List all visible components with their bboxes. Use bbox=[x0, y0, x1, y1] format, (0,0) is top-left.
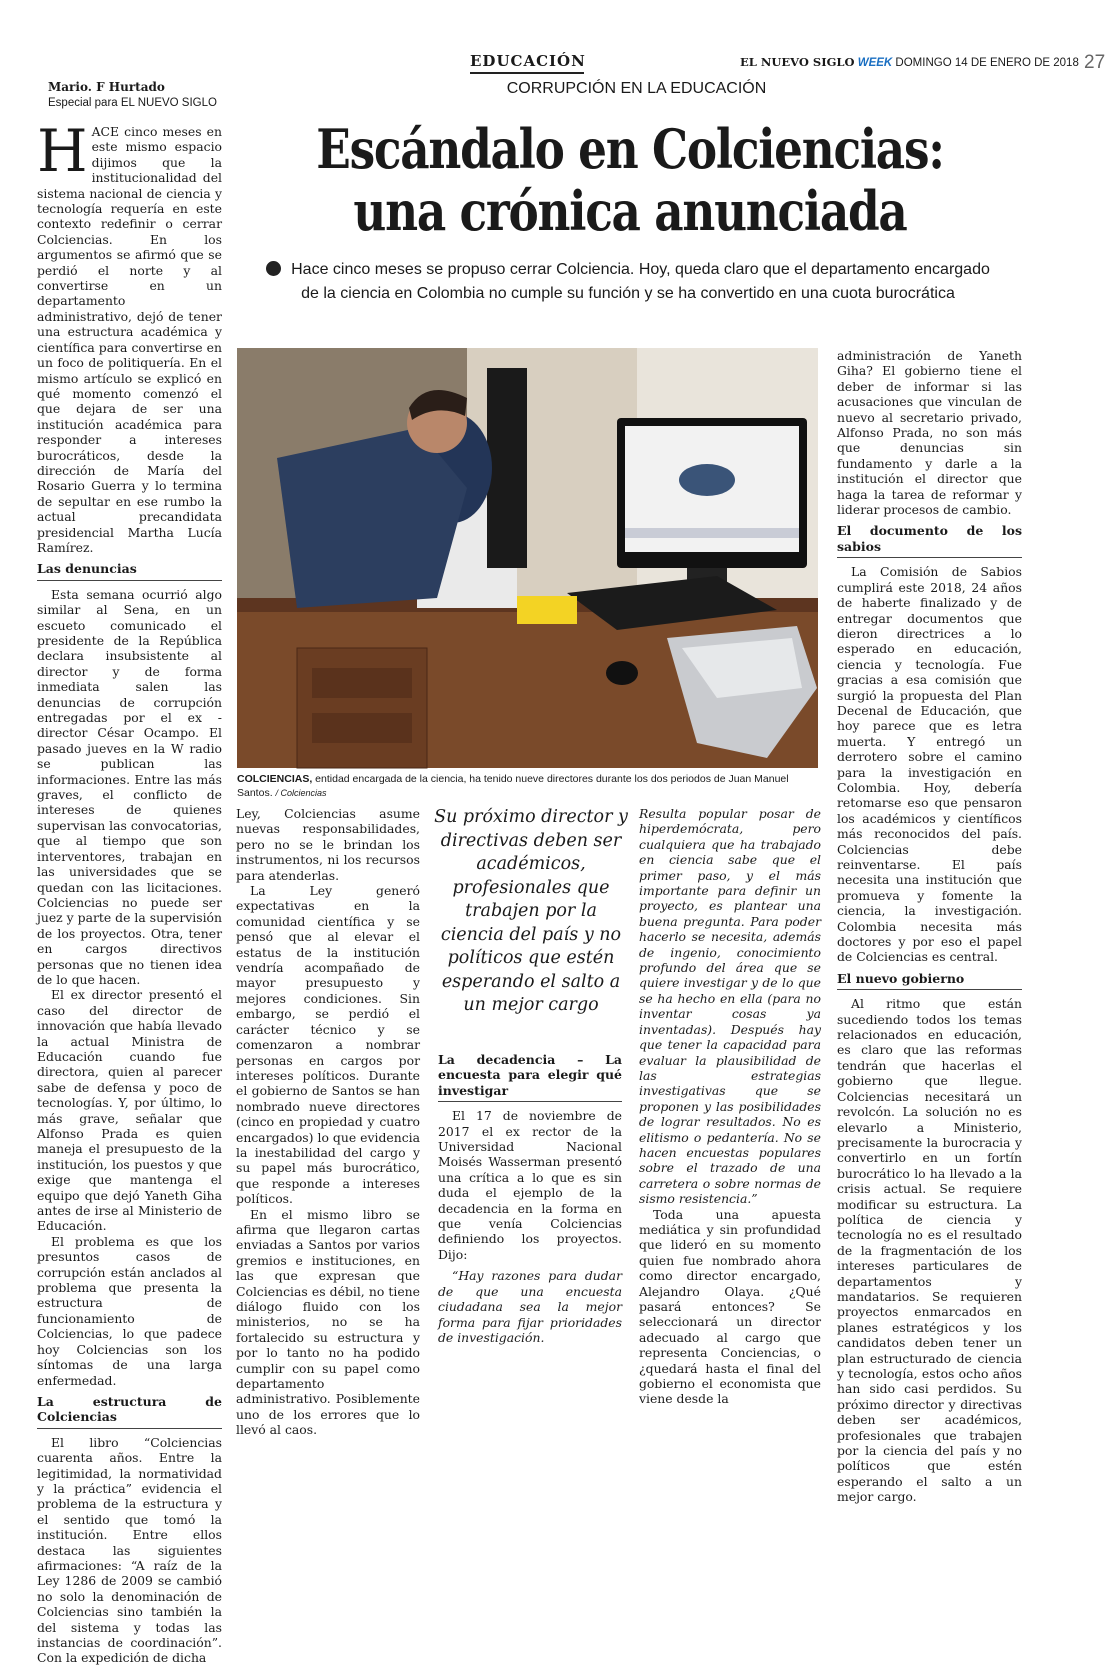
photo-illustration bbox=[237, 348, 818, 768]
caption-text: entidad encargada de la ciencia, ha tenido nueve directores durante los dos periodos de Juan Manuel Santos. bbox=[237, 773, 789, 799]
kicker: CORRUPCIÓN EN LA EDUCACIÓN bbox=[506, 80, 767, 97]
col5-paragraph-3: Al ritmo que están sucediendo todos los temas relacionados en educación, es claro que las reformas tendrán que hacerlas el gobierno que llegue. Colciencias necesitará un revolcón. La solución no es elevarlo a Ministerio, precisamente la burocracia y convertirlo en un fortín burocrático lo ha llevado a la crisis actual. Se requiere modificar su estructura. La política de ciencia y tecnología no es el resultado de la fragmentación de los intereses particulares de departamentos y mandatarios. Se requieren proyectos enmarcados en planes estratégicos y los candidatos deben tener un plan estructurado de ciencia y tecnología, estos ocho años han sido casi perdidos. Su próximo director y directivas deben ser académicos, profesionales que trabajen por la ciencia del país y no políticos que estén esperando el salto a un mejor cargo. bbox=[837, 996, 1022, 1505]
issue-date: DOMINGO 14 DE ENERO DE 2018 bbox=[895, 57, 1079, 69]
col2-paragraph-3: En el mismo libro se afirma que llegaron cartas enviadas a Santos por varios gremios e instituciones, en las que expresan que Colciencias es débil, no tiene diálogo fluido con los ministerios, no se ha fortalecido su estructura y por lo tanto no ha podido cumplir con su papel como departamento administrativo. Posiblemente uno de los errores que lo llevó al caos. bbox=[236, 1206, 420, 1438]
bullet-icon bbox=[266, 261, 281, 276]
headline bbox=[294, 118, 966, 242]
column-3 bbox=[438, 1046, 622, 1345]
col1-paragraph-3: El ex director presentó el caso del director de innovación que había llevado la actual Ministra de Educación cuando fue directora, quien al parecer sabe de defensa y poco de tecnologías. Y, por último, lo más grave, señalar que Alfonso Prada es quien maneja el presupuesto de la institución, los puestos y que exige que mantenga el equipo que dejó Yaneth Giha antes de irse al Ministerio de Educación. bbox=[37, 987, 222, 1234]
page-number: 27 bbox=[1084, 52, 1105, 73]
col1-paragraph-2: Esta semana ocurrió algo similar al Sena, en un escueto comunicado el presidente de la República declara insubsistente al director y de forma inmediata salen las denuncias de corrupción entregadas por el ex -director César Ocampo. El pasado jueves en la W radio se publican las informaciones. Entre las más graves, el conflicto de intereses de quienes supervisan las convocatorias, que al tiempo que son interventores, trabajan en las universidades que se quedan con las licitaciones. Colciencias no puede ser juez y parte de la supervisión de los proyectos. Otra, tener en cargos directivos personas que no tienen idea de lo que hacen. bbox=[37, 586, 222, 987]
deck bbox=[258, 258, 998, 306]
subhead-sabios: El documento de los sabios bbox=[837, 523, 1022, 558]
author-name: Mario. F Hurtado bbox=[48, 80, 165, 94]
headline-line-2: una crónica anunciada bbox=[353, 179, 907, 243]
subhead-estructura: La estructura de Colciencias bbox=[37, 1394, 222, 1429]
col1-paragraph-1 bbox=[37, 117, 222, 555]
photo-caption bbox=[237, 772, 818, 800]
headline-line-1: Escándalo en Colciencias: bbox=[316, 117, 944, 181]
article-photo bbox=[237, 348, 818, 768]
masthead bbox=[740, 52, 1105, 74]
section-label: EDUCACIÓN bbox=[470, 52, 586, 70]
col5-paragraph-2: La Comisión de Sabios cumplirá este 2018, 24 años de haberte finalizado y de entregar documentos que dieron directrices a lo esperado en educación, ciencia y tecnología. Fue gracias a esa comisión que surgió la propuesta del Plan Decenal de Educación, que hoy parece que es letra muerta. Y entregó un derrotero sobre el camino para la investigación en Colombia. Hoy, debería retomarse eso que pensaron los académicos y científicos más reconocidos del país. Colciencias debe reinventarse. El país necesita una institución que promueva y fomente la ciencia, la investigación. Colombia necesita más doctores y por eso el papel de Colciencias es central. bbox=[837, 564, 1022, 965]
column-5 bbox=[837, 348, 1022, 1505]
section-rule bbox=[470, 72, 584, 74]
col1-paragraph-4: El problema es que los presuntos casos de corrupción están anclados al problema que presenta la estructura de funcionamiento de Colciencias, lo que padece hoy Colciencias son los síntomas de una larga enfermedad. bbox=[37, 1233, 222, 1388]
brand-name: EL NUEVO SIGLO bbox=[740, 55, 855, 69]
pull-quote: Su próximo director y directivas deben ser académicos, profesionales que trabajen por la ciencia del país y no políticos que estén esperando el salto a un mejor cargo bbox=[434, 807, 628, 1015]
col2-paragraph-1: Ley, Colciencias asume nuevas responsabilidades, pero no se le brindan los instrumentos, ni los recursos para atenderlas. bbox=[236, 806, 420, 883]
author-role: Especial para EL NUEVO SIGLO bbox=[48, 97, 217, 109]
col1-paragraph-5: El libro “Colciencias cuarenta años. Entre la legitimidad, la normatividad y la práctica” evidencia el problema de la estructura y el sentido que tomó la institución. Entre ellos destaca las siguientes afirmaciones: “A raíz de la Ley 1286 de 2009 se cambió no solo la denominación de Colciencias sino también la del sistema y todas las instancias de coordinación”. Con la expedición de dicha bbox=[37, 1434, 222, 1666]
column-2 bbox=[236, 806, 420, 1438]
deck-text: Hace cinco meses se propuso cerrar Colciencia. Hoy, queda claro que el departamento encargado de la ciencia en Colombia no cumple su función y se ha convertido en una cuota burocrática bbox=[291, 261, 990, 302]
subhead-denuncias: Las denuncias bbox=[37, 561, 222, 580]
col4-paragraph-2: Toda una apuesta mediática y sin profundidad que lideró en su momento quien fue nombrado ahora como director encargado, Alejandro Olaya. ¿Qué pasará entonces? Se seleccionará un director adecuado al cargo que representa Conciencias, o ¿quedará hasta el final del gobierno el economista que viene desde la bbox=[639, 1206, 821, 1407]
column-4 bbox=[639, 806, 821, 1407]
col5-paragraph-1: administración de Yaneth Giha? El gobierno tiene el deber de informar si las acusaciones que vinculan de nuevo al secretario privado, Alfonso Prada, no son más que denuncias sin fundamento y darle a la institución el director que haga la tarea de reformar y liderar procesos de cambio. bbox=[837, 348, 1022, 518]
drop-cap: H bbox=[37, 117, 88, 185]
col4-paragraph-1: Resulta popular posar de hiperdemócrata, pero cualquiera que ha trabajado en ciencia sabe que el primer paso, y el más importante para definir un proyecto, es plantear una buena pregunta. Para poder hacerlo se necesita, además de ingenio, conocimiento profundo del área que se quiere investigar y de lo que se ha hecho en ella (para no inventar cosas ya inventadas). Después hay que tener la capacidad para evaluar la plausibilidad de las estrategias investigativas que se proponen y las posibilidades de lograr resultados. No es elitismo o pedantería. No se hacen encuestas populares sobre el trazado de una carretera o sobre normas de sismo resistencia.” bbox=[639, 806, 821, 1207]
caption-credit: / Colciencias bbox=[275, 788, 327, 798]
column-1 bbox=[37, 117, 222, 1666]
subhead-decadencia: La decadencia – La encuesta para elegir qué investigar bbox=[438, 1052, 622, 1102]
caption-lead: COLCIENCIAS, bbox=[237, 773, 313, 785]
col3-paragraph-1: El 17 de noviembre de 2017 el ex rector de la Universidad Nacional Moisés Wasserman presentó una crítica a lo que es sin duda el ejemplo de la decadencia en la forma en que venía Colciencias definiendo los proyectos. Dijo: bbox=[438, 1108, 622, 1262]
col2-paragraph-2: La Ley generó expectativas en la comunidad científica y se pensó que al elevar el estatus de la institución vendría acompañado de mayor presupuesto y mejores condiciones. Sin embargo, se perdió el carácter técnico y se comenzaron a nombrar personas en cargos por intereses políticos. Durante el gobierno de Santos se han nombrado nueve directores (cinco en propiedad y cuatro encargados) lo que evidencia la inestabilidad del cargo y su papel más burocrático, que responde a intereses políticos. bbox=[236, 883, 420, 1207]
col3-paragraph-2: “Hay razones para dudar de que una encuesta ciudadana sea la mejor forma para fijar prioridades de investigación. bbox=[438, 1268, 622, 1345]
col1-p1-text: ACE cinco meses en este mismo espacio dijimos que la institucionalidad del sistema nacional de ciencia y tecnología requería en este contexto redefinir o cerrar Colciencias. En los argumentos se afirmó que se perdió el norte y al convertirse en un departamento administrativo, dejó de tener una estructura académica y científica para convertirse en un foco de politiquería. En el mismo artículo se explicó en qué momento comenzó el que dejara de ser una institución académica para responder a intereses burocráticos, desde la dirección de María del Rosario Guerra y lo termina de sepultar en ese rumbo la actual precandidata presidencial Martha Lucía Ramírez. bbox=[37, 124, 222, 555]
brand-week: WEEK bbox=[857, 57, 893, 69]
subhead-nuevo-gobierno: El nuevo gobierno bbox=[837, 971, 1022, 990]
